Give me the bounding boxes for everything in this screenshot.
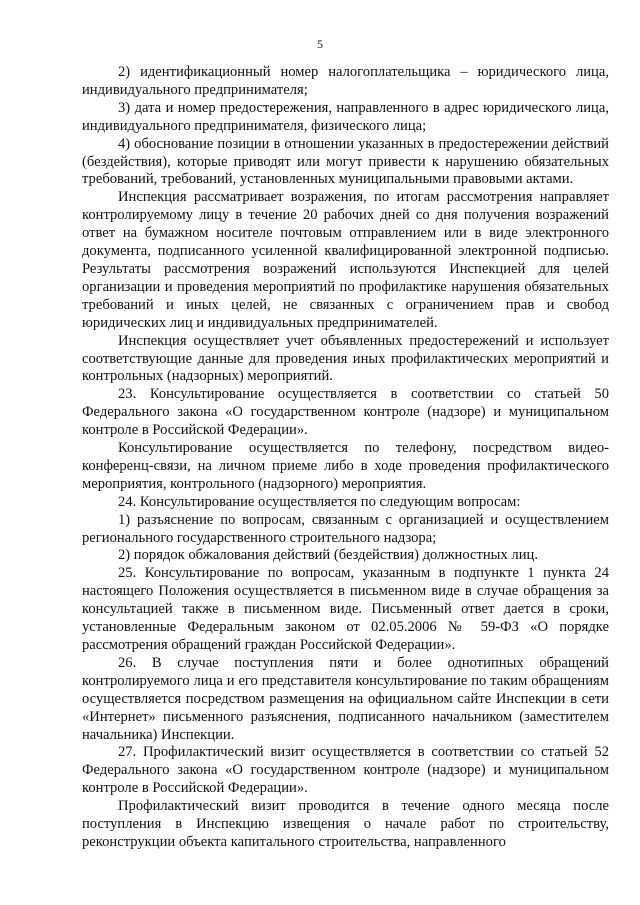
paragraph-item-4: 4) обоснование позиции в отношении указанных в предостережении действий (бездействия), которые приводят или могут привести к нарушению обязательных требований, требований, установленных муниципальными правовыми актами. (82, 135, 609, 188)
paragraph-clause-24-item-1: 1) разъяснение по вопросам, связанным с организацией и осуществлением регионального государственного строительного надзора; (82, 511, 609, 546)
paragraph-clause-24-item-2: 2) порядок обжалования действий (бездействия) должностных лиц. (118, 547, 538, 564)
page-number: 5 (317, 37, 323, 51)
paragraph-clause-25: 25. Консультирование по вопросам, указанным в подпункте 1 пункта 24 настоящего Положения осуществляется в письменном виде в случае обращения за консультацией также в письменном виде. Письменный ответ дается в сроки, установленные Федеральным законом от 02.05.2006 № 59-ФЗ «О порядке рассмотрения обращений граждан Российской Федерации». (82, 565, 609, 653)
paragraph-item-2: 2) идентификационный номер налогоплательщика – юридического лица, индивидуального предпринимателя; (82, 64, 609, 98)
paragraph-clause-23: 23. Консультирование осуществляется в соответствии со статьей 50 Федерального закона «О государственном контроле (надзоре) и муниципальном контроле в Российской Федерации». (82, 386, 609, 439)
paragraph-objections-review: Инспекция рассматривает возражения, по итогам рассмотрения направляет контролируемому лицу в течение 20 рабочих дней со дня получения возражений ответ на бумажном носителе почтовым отправлением или в виде электронного документа, подписанного усиленной квалифицированной электронной подписью. Результаты рассмотрения возражений используются Инспекцией для целей организации и проведения мероприятий по профилактике нарушения обязательных требований и иных целей, не связанных с ограничением прав и свобод юридических лиц и индивидуальных предпринимателей. (82, 189, 609, 331)
paragraph-clause-26: 26. В случае поступления пяти и более однотипных обращений контролируемого лица и его представителя консультирование по таким обращениям осуществляется посредством размещения на официальном сайте Инспекции в сети «Интернет» письменного разъяснения, подписанного начальником (заместителем начальника) Инспекции. (82, 654, 609, 743)
paragraph-clause-27: 27. Профилактический визит осуществляется в соответствии со статьей 52 Федерального закона «О государственном контроле (надзоре) и муниципальном контроле в Российской Федерации». (82, 744, 609, 797)
paragraph-consulting-channels: Консультирование осуществляется по телефону, посредством видео-конференц-связи, на личном приеме либо в ходе проведения профилактического мероприятия, контрольного (надзорного) мероприятия. (82, 440, 609, 492)
document-body (82, 64, 609, 852)
paragraph-warnings-accounting: Инспекция осуществляет учет объявленных предостережений и использует соответствующие данные для проведения иных профилактических мероприятий и контрольных (надзорных) мероприятий. (82, 332, 609, 385)
paragraph-clause-24: 24. Консультирование осуществляется по следующим вопросам: (118, 493, 521, 510)
paragraph-preventive-visit: Профилактический визит проводится в течение одного месяца после поступления в Инспекцию извещения о начале работ по строительству, реконструкции объекта капитального строительства, направленного (82, 798, 609, 850)
paragraph-item-3: 3) дата и номер предостережения, направленного в адрес юридического лица, индивидуального предпринимателя, физического лица; (82, 99, 609, 134)
